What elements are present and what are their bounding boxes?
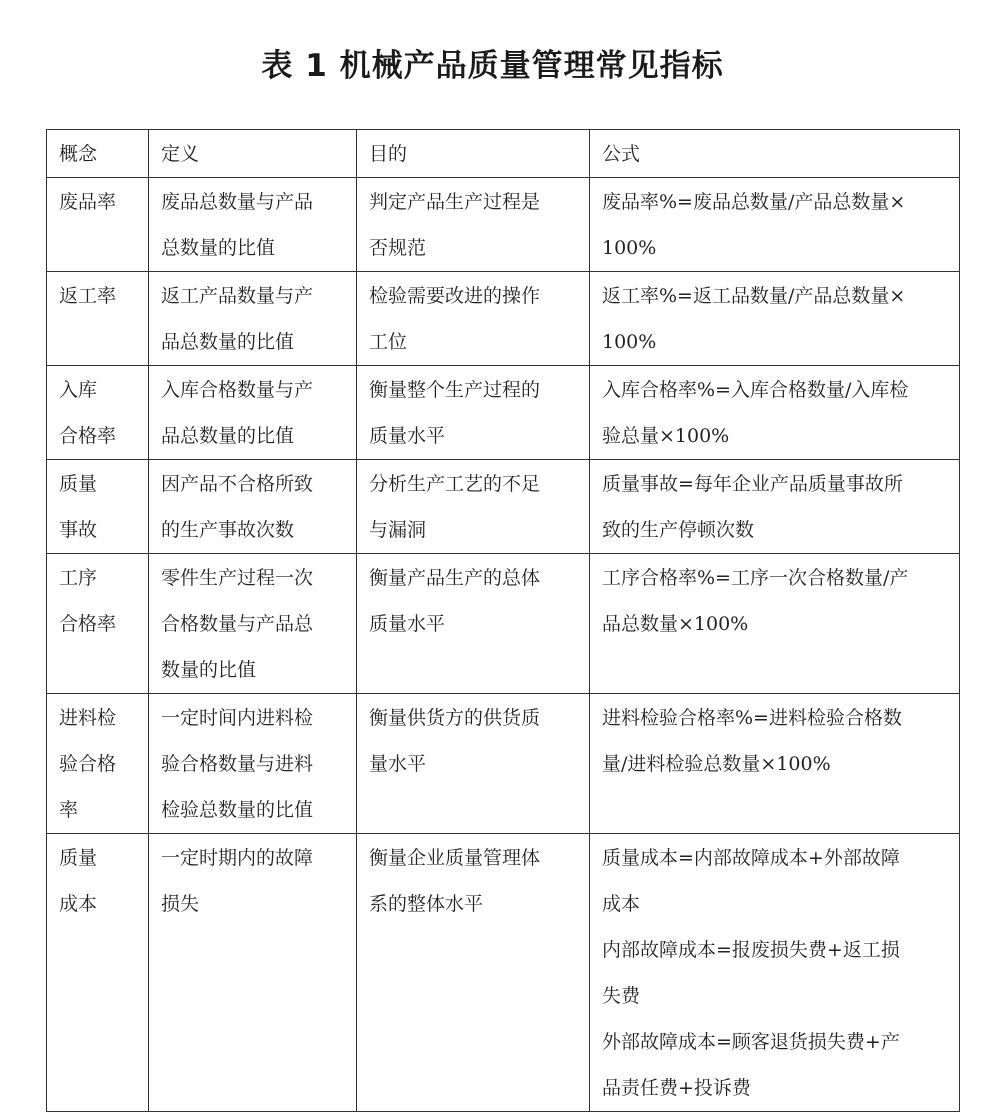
cell-definition: 因产品不合格所致 的生产事故次数 bbox=[149, 460, 357, 554]
cell-concept: 入库 合格率 bbox=[47, 366, 149, 460]
cell-concept: 进料检 验合格 率 bbox=[47, 694, 149, 834]
cell-definition: 零件生产过程一次 合格数量与产品总 数量的比值 bbox=[149, 554, 357, 694]
cell-definition: 入库合格数量与产 品总数量的比值 bbox=[149, 366, 357, 460]
cell-purpose: 判定产品生产过程是 否规范 bbox=[357, 178, 590, 272]
table-header-row bbox=[47, 130, 960, 178]
cell-formula: 工序合格率%=工序一次合格数量/产 品总数量×100% bbox=[590, 554, 960, 694]
cell-definition: 废品总数量与产品 总数量的比值 bbox=[149, 178, 357, 272]
table-row bbox=[47, 366, 960, 460]
cell-formula: 废品率%=废品总数量/产品总数量× 100% bbox=[590, 178, 960, 272]
cell-formula: 进料检验合格率%=进料检验合格数 量/进料检验总数量×100% bbox=[590, 694, 960, 834]
cell-formula: 返工率%=返工品数量/产品总数量× 100% bbox=[590, 272, 960, 366]
table-row bbox=[47, 834, 960, 1112]
cell-definition: 一定时期内的故障 损失 bbox=[149, 834, 357, 1112]
table-row bbox=[47, 694, 960, 834]
cell-formula: 入库合格率%=入库合格数量/入库检 验总量×100% bbox=[590, 366, 960, 460]
cell-purpose: 检验需要改进的操作 工位 bbox=[357, 272, 590, 366]
table-row bbox=[47, 554, 960, 694]
table-row bbox=[47, 272, 960, 366]
cell-concept: 废品率 bbox=[47, 178, 149, 272]
cell-purpose: 分析生产工艺的不足 与漏洞 bbox=[357, 460, 590, 554]
header-concept: 概念 bbox=[47, 130, 149, 178]
cell-concept: 工序 合格率 bbox=[47, 554, 149, 694]
cell-purpose: 衡量整个生产过程的 质量水平 bbox=[357, 366, 590, 460]
cell-definition: 一定时间内进料检 验合格数量与进料 检验总数量的比值 bbox=[149, 694, 357, 834]
cell-concept: 质量 事故 bbox=[47, 460, 149, 554]
table-row bbox=[47, 178, 960, 272]
cell-purpose: 衡量企业质量管理体 系的整体水平 bbox=[357, 834, 590, 1112]
table-row bbox=[47, 460, 960, 554]
header-definition: 定义 bbox=[149, 130, 357, 178]
quality-indicators-table bbox=[46, 129, 960, 1112]
cell-purpose: 衡量供货方的供货质 量水平 bbox=[357, 694, 590, 834]
cell-formula: 质量成本=内部故障成本+外部故障 成本 内部故障成本=报废损失费+返工损 失费 外部故障成本=顾客退货损失费+产 品责任费+投诉费 bbox=[590, 834, 960, 1112]
cell-concept: 质量 成本 bbox=[47, 834, 149, 1112]
cell-purpose: 衡量产品生产的总体 质量水平 bbox=[357, 554, 590, 694]
header-purpose: 目的 bbox=[357, 130, 590, 178]
cell-concept: 返工率 bbox=[47, 272, 149, 366]
cell-formula: 质量事故=每年企业产品质量事故所 致的生产停顿次数 bbox=[590, 460, 960, 554]
table-title: 表 1 机械产品质量管理常见指标 bbox=[261, 48, 724, 84]
header-formula: 公式 bbox=[590, 130, 960, 178]
cell-definition: 返工产品数量与产 品总数量的比值 bbox=[149, 272, 357, 366]
